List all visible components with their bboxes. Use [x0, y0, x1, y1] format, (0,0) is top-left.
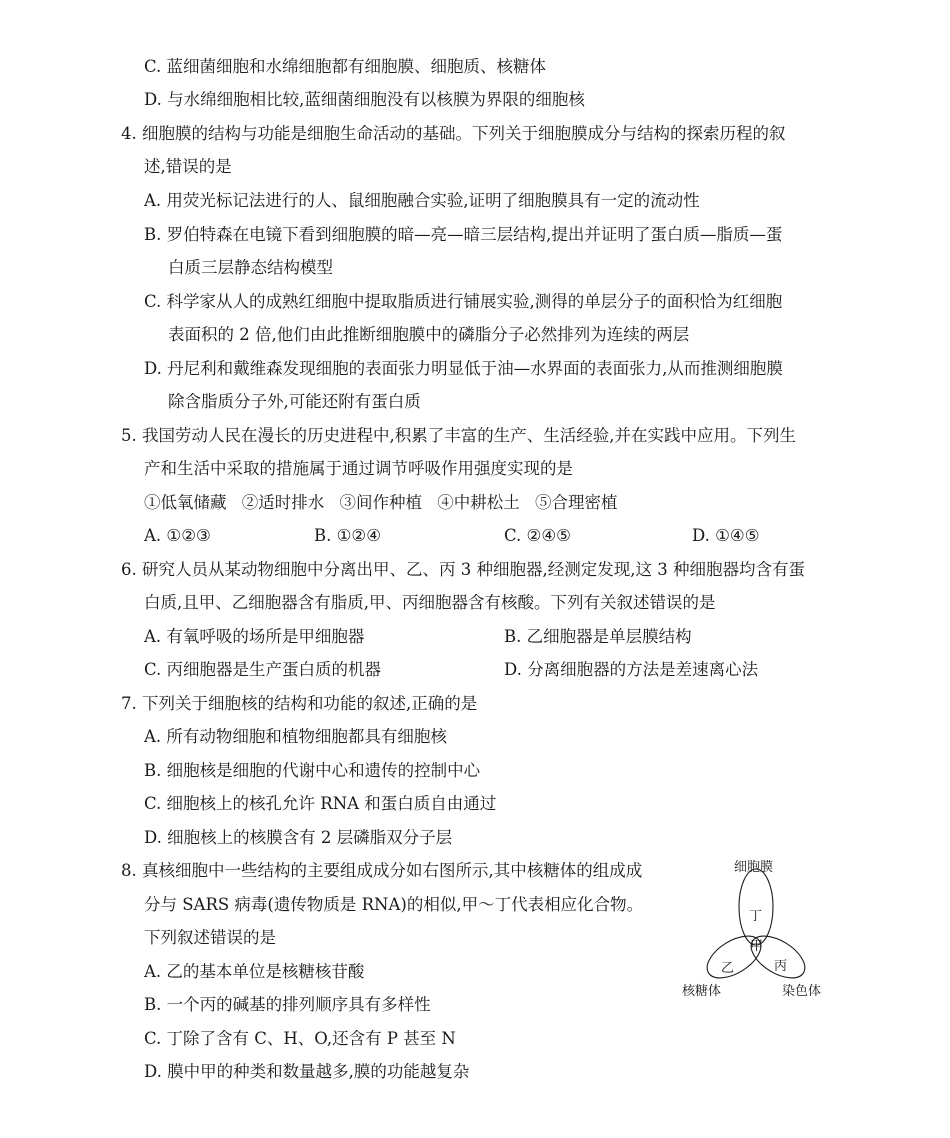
q7-option-c: C. 细胞核上的核孔允许 RNA 和蛋白质自由通过 [144, 794, 497, 813]
q8-stem-line1: 8. 真核细胞中一些结构的主要组成成分如右图所示,其中核糖体的组成成 [121, 861, 643, 880]
q4-stem-line2: 述,错误的是 [144, 157, 232, 176]
q4-option-c-line1: C. 科学家从人的成熟红细胞中提取脂质进行铺展实验,测得的单层分子的面积恰为红细胞 [144, 292, 783, 311]
chromosome-ellipse [744, 928, 812, 987]
q8-option-a: A. 乙的基本单位是核糖核苷酸 [144, 962, 365, 981]
q6-option-c: C. 丙细胞器是生产蛋白质的机器 [144, 660, 382, 679]
q5-option-c: C. ②④⑤ [504, 526, 571, 545]
label-chromosome: 染色体 [782, 984, 822, 999]
q4-option-b-line2: 白质三层静态结构模型 [168, 258, 333, 277]
q7-option-b: B. 细胞核是细胞的代谢中心和遗传的控制中心 [144, 761, 481, 780]
q7-stem: 7. 下列关于细胞核的结构和功能的叙述,正确的是 [121, 694, 478, 713]
q5-option-d: D. ①④⑤ [692, 526, 760, 545]
q6-option-a: A. 有氧呼吸的场所是甲细胞器 [144, 627, 365, 646]
region-ding: 丁 [749, 909, 763, 924]
label-ribosome: 核糖体 [682, 984, 722, 999]
q7-option-a: A. 所有动物细胞和植物细胞都具有细胞核 [144, 727, 447, 746]
region-jia: 甲 [750, 939, 764, 954]
q4-option-d-line1: D. 丹尼利和戴维森发现细胞的表面张力明显低于油—水界面的表面张力,从而推测细胞膜 [144, 359, 783, 378]
q6-option-b: B. 乙细胞器是单层膜结构 [504, 627, 692, 646]
q8-stem-line2: 分与 SARS 病毒(遗传物质是 RNA)的相似,甲～丁代表相应化合物。 [144, 895, 644, 914]
q5-stem-line2: 产和生活中采取的措施属于通过调节呼吸作用强度实现的是 [144, 459, 573, 478]
q4-stem-line1: 4. 细胞膜的结构与功能是细胞生命活动的基础。下列关于细胞膜成分与结构的探索历程的叙 [121, 124, 786, 143]
region-yi: 乙 [721, 961, 735, 976]
region-bing: 丙 [774, 959, 788, 974]
q5-stem-line1: 5. 我国劳动人民在漫长的历史进程中,积累了丰富的生产、生活经验,并在实践中应用。下列生 [121, 426, 796, 445]
q7-option-d: D. 细胞核上的核膜含有 2 层磷脂双分子层 [144, 828, 453, 847]
q3-option-d: D. 与水绵细胞相比较,蓝细菌细胞没有以核膜为界限的细胞核 [144, 90, 585, 109]
q8-option-d: D. 膜中甲的种类和数量越多,膜的功能越复杂 [144, 1062, 470, 1081]
q4-option-a: A. 用荧光标记法进行的人、鼠细胞融合实验,证明了细胞膜具有一定的流动性 [144, 191, 700, 210]
q3-option-c: C. 蓝细菌细胞和水绵细胞都有细胞膜、细胞质、核糖体 [144, 57, 547, 76]
q4-option-b-line1: B. 罗伯特森在电镜下看到细胞膜的暗—亮—暗三层结构,提出并证明了蛋白质—脂质—蛋 [144, 225, 783, 244]
q5-option-a: A. ①②③ [144, 526, 211, 545]
q4-option-d-line2: 除含脂质分子外,可能还附有蛋白质 [168, 392, 421, 411]
venn-svg [670, 855, 840, 1005]
q4-option-c-line2: 表面积的 2 倍,他们由此推断细胞膜中的磷脂分子必然排列为连续的两层 [168, 325, 690, 344]
q5-option-b: B. ①②④ [314, 526, 381, 545]
ribosome-ellipse [700, 928, 768, 987]
q8-option-b: B. 一个丙的碱基的排列顺序具有多样性 [144, 995, 431, 1014]
q8-stem-line3: 下列叙述错误的是 [144, 928, 276, 947]
label-membrane: 细胞膜 [734, 860, 774, 875]
q6-stem-line2: 白质,且甲、乙细胞器含有脂质,甲、丙细胞器含有核酸。下列有关叙述错误的是 [144, 593, 716, 612]
q6-option-d: D. 分离细胞器的方法是差速离心法 [504, 660, 759, 679]
q6-stem-line1: 6. 研究人员从某动物细胞中分离出甲、乙、丙 3 种细胞器,经测定发现,这 3 种细胞器均含有蛋 [121, 560, 805, 579]
membrane-ellipse [739, 869, 773, 945]
q5-measures-list: ①低氧储藏 ②适时排水 ③间作种植 ④中耕松土 ⑤合理密植 [144, 493, 618, 512]
q8-option-c: C. 丁除了含有 C、H、O,还含有 P 甚至 N [144, 1029, 456, 1048]
composition-venn-diagram [670, 855, 840, 1005]
